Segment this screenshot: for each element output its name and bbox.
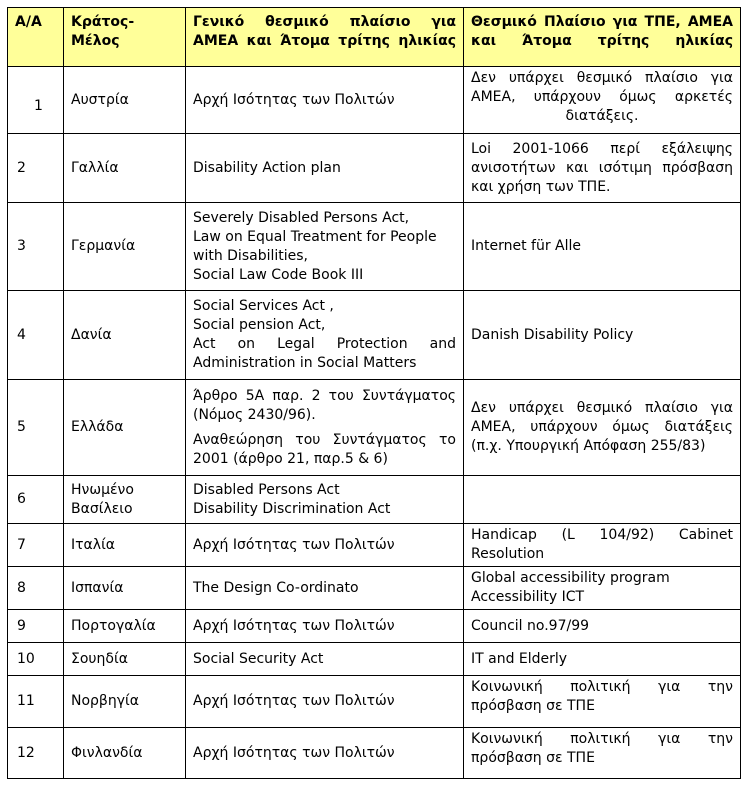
general-framework	[186, 728, 464, 779]
table-row	[8, 380, 741, 476]
general-line: Disabled Persons Act	[193, 481, 340, 498]
general-framework	[186, 567, 464, 610]
general-line: Αναθεώρηση του Συντάγματος το 2001 (άρθρο 21, παρ.5 & 6)	[193, 431, 456, 467]
ict-framework	[464, 203, 741, 291]
ict-line: Danish Disability Policy	[471, 326, 634, 343]
state-name: Αυστρία	[64, 67, 186, 134]
ict-line: Handicap (L 104/92) Cabinet Resolution	[471, 527, 733, 562]
state-name: Γαλλία	[64, 134, 186, 203]
row-number: 5	[8, 380, 64, 476]
state-name: Ελλάδα	[64, 380, 186, 476]
state-name: Σουηδία	[64, 643, 186, 676]
general-framework	[186, 291, 464, 380]
header-state: Κράτος-Μέλος	[64, 8, 186, 67]
row-number: 10	[8, 643, 64, 676]
general-line: Social pension Act,	[193, 317, 326, 333]
row-number: 12	[8, 728, 64, 779]
table-row	[8, 610, 741, 643]
state-name: Φινλανδία	[64, 728, 186, 779]
row-number: 2	[8, 134, 64, 203]
general-line: Άρθρο 5Α παρ. 2 του Συντάγματος (Νόμος 2430/96).	[193, 387, 456, 423]
table-row	[8, 476, 741, 524]
header-ict: Θεσμικό Πλαίσιο για ΤΠΕ, ΑΜΕΑ και Άτομα τρίτης ηλικίας	[464, 8, 741, 67]
ict-framework	[464, 676, 741, 728]
general-line: Αρχή Ισότητας των Πολιτών	[193, 536, 395, 553]
general-framework	[186, 643, 464, 676]
row-number: 4	[8, 291, 64, 380]
ict-framework	[464, 134, 741, 203]
ict-framework	[464, 67, 741, 134]
ict-framework	[464, 291, 741, 380]
general-framework	[186, 524, 464, 567]
state-name: Ηνωμένο Βασίλειο	[64, 476, 186, 524]
ict-framework	[464, 524, 741, 567]
header-aa: Α/Α	[8, 8, 64, 67]
ict-framework	[464, 610, 741, 643]
general-framework	[186, 134, 464, 203]
state-name: Νορβηγία	[64, 676, 186, 728]
ict-framework	[464, 567, 741, 610]
ict-line: Δεν υπάρχει θεσμικό πλαίσιο για ΑΜΕΑ, υπάρχουν όμως διατάξεις (π.χ. Υπουργική Απόφαση 255/83)	[471, 400, 733, 454]
row-number: 1	[8, 67, 64, 134]
general-line: Social Security Act	[193, 650, 324, 667]
general-framework	[186, 476, 464, 524]
ict-line: Global accessibility program	[471, 570, 670, 586]
table-row	[8, 203, 741, 291]
table-row	[8, 728, 741, 779]
ict-line: Internet für Alle	[471, 238, 582, 254]
general-line: Αρχή Ισότητας των Πολιτών	[193, 693, 395, 709]
row-number: 8	[8, 567, 64, 610]
table-row	[8, 643, 741, 676]
row-number: 7	[8, 524, 64, 567]
ict-line: Accessibility ICT	[471, 589, 585, 605]
general-line: Αρχή Ισότητας των Πολιτών	[193, 744, 395, 761]
general-framework	[186, 67, 464, 134]
general-line: The Design Co-ordinato	[193, 579, 359, 596]
table-row	[8, 524, 741, 567]
ict-line: Κοινωνική πολιτική για την πρόσβαση σε ΤΠΕ	[471, 679, 733, 714]
ict-line: Κοινωνική πολιτική για την πρόσβαση σε ΤΠΕ	[471, 731, 733, 766]
table-row	[8, 567, 741, 610]
ict-line: Loi 2001-1066 περί εξάλειψης ανισοτήτων και ισότιμη πρόσβαση και χρήση των ΤΠΕ.	[471, 140, 733, 195]
header-row	[8, 8, 741, 67]
header-general: Γενικό θεσμικό πλαίσιο για ΑΜΕΑ και Άτομα τρίτης ηλικίας	[186, 8, 464, 67]
ict-line: Δεν υπάρχει θεσμικό πλαίσιο για ΑΜΕΑ, υπάρχουν όμως αρκετές διατάξεις.	[471, 70, 733, 124]
table-row	[8, 67, 741, 134]
table-row	[8, 291, 741, 380]
general-line: Disability Action plan	[193, 159, 341, 176]
ict-framework	[464, 643, 741, 676]
general-line: Severely Disabled Persons Act,	[193, 209, 410, 226]
member-states-table	[7, 7, 741, 779]
general-framework	[186, 610, 464, 643]
row-number: 6	[8, 476, 64, 524]
ict-framework	[464, 476, 741, 524]
state-name: Πορτογαλία	[64, 610, 186, 643]
table-row	[8, 134, 741, 203]
row-number: 3	[8, 203, 64, 291]
state-name: Ισπανία	[64, 567, 186, 610]
general-line: Disability Discrimination Act	[193, 500, 391, 517]
general-framework	[186, 676, 464, 728]
general-line: Law on Equal Treatment for People with Disabilities,	[193, 228, 437, 264]
state-name: Γερμανία	[64, 203, 186, 291]
general-framework	[186, 203, 464, 291]
ict-line: IT and Elderly	[471, 650, 568, 667]
state-name: Ιταλία	[64, 524, 186, 567]
ict-framework	[464, 380, 741, 476]
row-number: 9	[8, 610, 64, 643]
ict-framework	[464, 728, 741, 779]
state-name: Δανία	[64, 291, 186, 380]
general-line: Αρχή Ισότητας των Πολιτών	[193, 91, 395, 108]
table-row	[8, 676, 741, 728]
general-line: Social Law Code Book III	[193, 266, 364, 283]
general-line: Act on Legal Protection and Administration in Social Matters	[193, 336, 456, 371]
row-number: 11	[8, 676, 64, 728]
general-line: Social Services Act ,	[193, 298, 334, 314]
general-framework	[186, 380, 464, 476]
ict-line: Council no.97/99	[471, 617, 590, 634]
general-line: Αρχή Ισότητας των Πολιτών	[193, 617, 395, 634]
